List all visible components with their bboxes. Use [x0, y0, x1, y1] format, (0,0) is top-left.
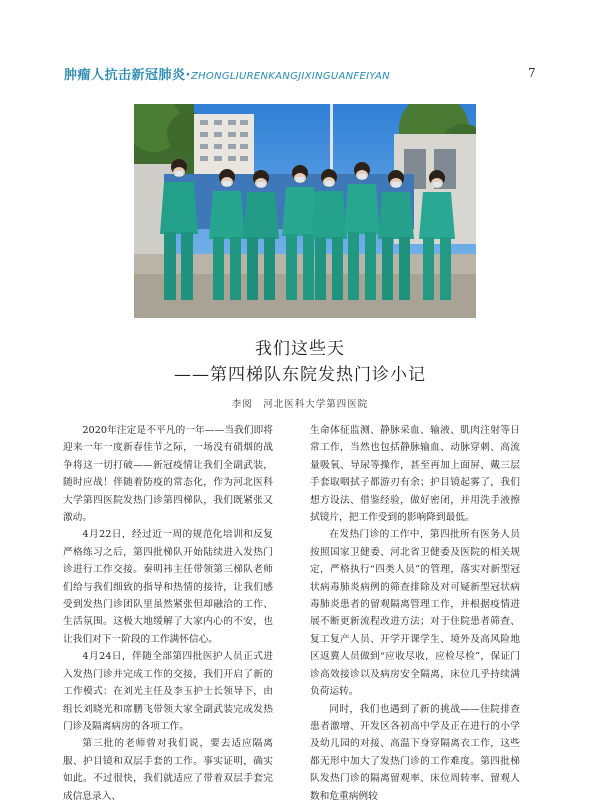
paragraph: 第三批的老师曾对我们说，要去适应隔离服、护目镜和双层手套的工作。事实证明，确实如此。不过很快，我们就适应了带着双层手套完成信息录入、 — [63, 738, 273, 802]
paragraph: 生命体征监测、静脉采血、输液、肌肉注射等日常工作，当然也包括静脉输血、动脉穿刺、高流量吸氧、导尿等操作，甚至再加上面屏、戴三层手套取咽拭子都游刃有余；护目镜起雾了，我们想方设法、借鉴经验，做好密闭，并用洗手液擦拭镜片，把工作受到的影响降到最低。 — [310, 425, 520, 524]
team-photo — [134, 104, 476, 318]
header-title-cn: 肿瘤人抗击新冠肺炎· — [64, 68, 191, 83]
page-number: 7 — [528, 66, 536, 80]
paragraph: 4月22日，经过近一周的规范化培训和反复严格练习之后，第四批梯队开始陆续进入发热门诊进行工作交接。秦明祎主任带领第三梯队老师们给与我们细致的指导和热情的接待，让我们感受到发热门诊团队里虽然紧张但却融洽的工作、生活氛围。这极大地缓解了大家内心的不安，也让我们对下一阶段的工作满怀信心。 — [63, 529, 273, 645]
text-column-left — [63, 422, 273, 805]
running-header — [64, 64, 390, 83]
paragraph: 同时，我们也遇到了新的挑战——住院排查患者激增、开发区各初高中学及正在进行的小学及幼儿园的对接、高温下身穿隔离衣工作，这些都无形中加大了发热门诊的工作难度。第四批梯队发热门诊的隔离留观率、床位周转率、留观人数和危重病例较 — [310, 703, 520, 802]
paragraph: 2020年注定是不平凡的一年——当我们即将迎来一年一度新春佳节之际，一场没有硝烟的战争将这一切打破——新冠疫情让我们全副武装，随时应战！伴随着防疫的常态化，作为河北医科大学第四医院发热门诊第四梯队，我们既紧张又激动。 — [63, 425, 273, 524]
header-title-latin: ZHONGLIURENKANGJIXINGUANFEIYAN — [190, 71, 390, 82]
byline: 李阅 河北医科大学第四医院 — [231, 399, 369, 410]
text-column-right — [310, 422, 520, 805]
article-title: 我们这些天 — [255, 339, 345, 359]
paragraph: 4月24日，伴随全部第四批医护人员正式进入发热门诊并完成工作的交接，我们开启了新的工作模式：在刘光主任及李玉护士长领导下，由组长刘晓光和席鹏飞带领大家全副武装完成发热门诊及隔离病房的各项工作。 — [63, 651, 273, 732]
paragraph: 在发热门诊的工作中，第四批所有医务人员按照国家卫健委、河北省卫健委及医院的相关规定，严格执行“四类人员”的管理，落实对新型冠状病毒肺炎病例的筛查排除及对可疑新型冠状病毒肺炎患者的留观隔离管理工作，并根据疫情进展不断更新流程改进方法；对于住院患者筛查、复工复产人员、开学开课学生、境外及高风险地区返冀人员做到“应收尽收，应检尽检”，保证门诊高效接诊以及病房安全隔离，床位几乎持续满负荷运转。 — [310, 529, 520, 698]
article-subtitle: ——第四梯队东院发热门诊小记 — [174, 365, 426, 385]
